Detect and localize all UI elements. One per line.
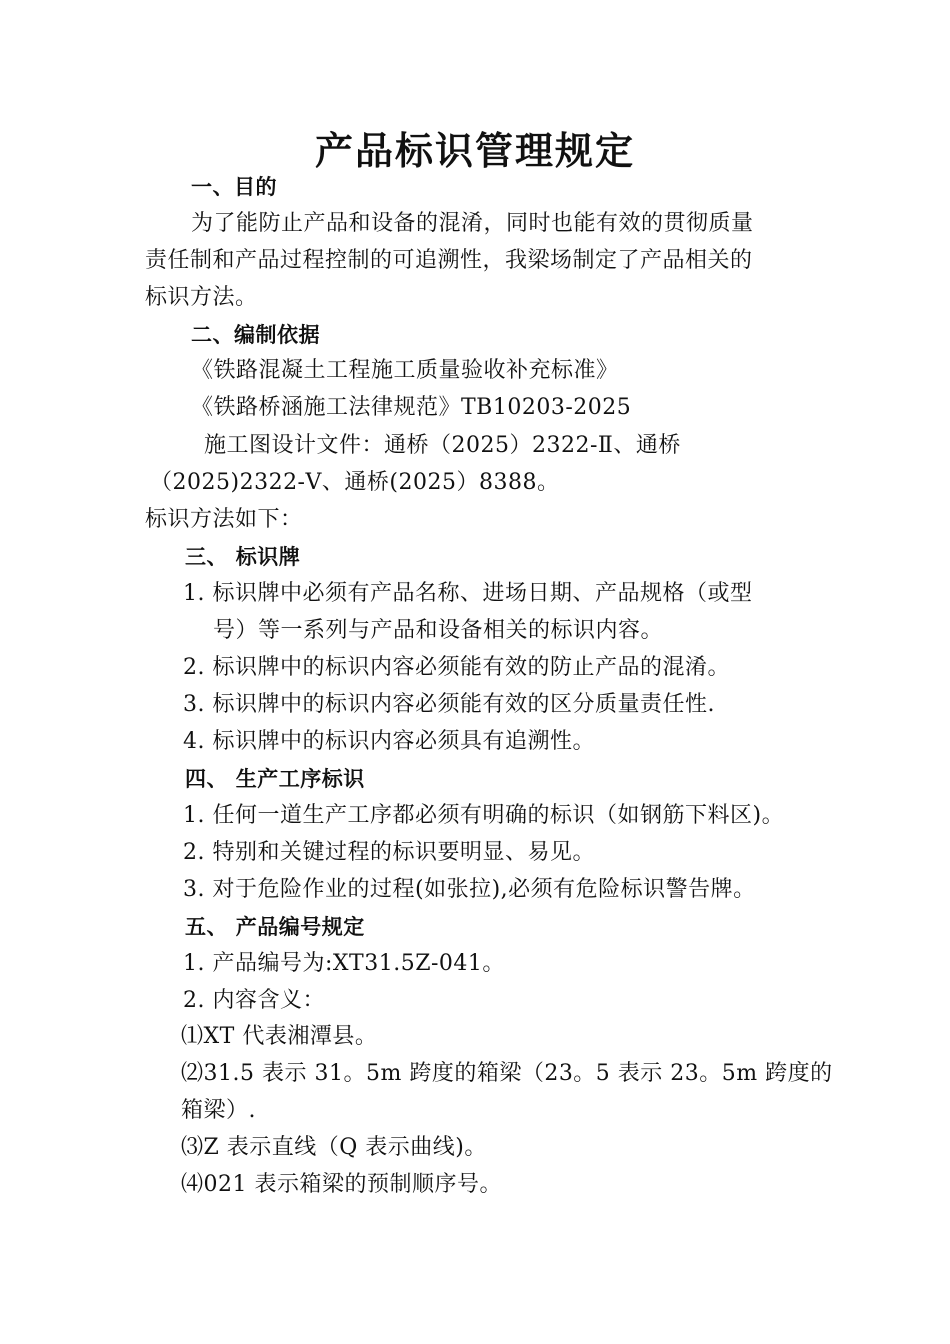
list-item: 1. 任何一道生产工序都必须有明确的标识（如钢筋下料区)。 bbox=[183, 803, 785, 828]
list-item: 2. 内容含义： bbox=[183, 988, 325, 1013]
reference-line: （2025)2322-Ⅴ、通桥(2025）8388。 bbox=[150, 470, 560, 495]
section-heading-basis: 二、编制依据 bbox=[191, 323, 320, 347]
reference-line: 施工图设计文件：通桥（2025）2322-Ⅱ、通桥 bbox=[204, 433, 681, 458]
list-item: 3. 标识牌中的标识内容必须能有效的区分质量责任性. bbox=[183, 692, 715, 717]
section-heading-purpose: 一、目的 bbox=[191, 175, 277, 199]
list-item: 4. 标识牌中的标识内容必须具有追溯性。 bbox=[183, 729, 595, 754]
reference-line: 《铁路混凝土工程施工质量验收补充标准》 bbox=[191, 358, 619, 383]
paragraph-line: 为了能防止产品和设备的混淆，同时也能有效的贯彻质量 bbox=[191, 211, 754, 236]
section-heading-process: 四、 生产工序标识 bbox=[185, 767, 365, 791]
list-item: 2. 标识牌中的标识内容必须能有效的防止产品的混淆。 bbox=[183, 655, 730, 680]
list-item: ⑵31.5 表示 31。5m 跨度的箱梁（23。5 表示 23。5m 跨度的 bbox=[181, 1061, 833, 1086]
list-item-continuation: 箱梁）. bbox=[181, 1098, 256, 1123]
list-item: 1. 产品编号为:XT31.5Z-041。 bbox=[183, 951, 505, 976]
page-title: 产品标识管理规定 bbox=[314, 129, 635, 173]
list-item: ⑷021 表示箱梁的预制顺序号。 bbox=[181, 1172, 502, 1197]
paragraph-line: 标识方法。 bbox=[145, 285, 258, 310]
list-item: 3. 对于危险作业的过程(如张拉),必须有危险标识警告牌。 bbox=[183, 877, 756, 902]
section-heading-numbering: 五、 产品编号规定 bbox=[185, 915, 365, 939]
reference-line: 《铁路桥涵施工法律规范》TB10203-2025 bbox=[191, 395, 632, 420]
paragraph-line: 标识方法如下： bbox=[145, 507, 303, 532]
list-item-continuation: 号）等一系列与产品和设备相关的标识内容。 bbox=[213, 618, 664, 643]
list-item: 1. 标识牌中必须有产品名称、进场日期、产品规格（或型 bbox=[183, 581, 753, 606]
section-heading-signboard: 三、 标识牌 bbox=[185, 545, 301, 569]
list-item: 2. 特别和关键过程的标识要明显、易见。 bbox=[183, 840, 595, 865]
list-item: ⑶Z 表示直线（Q 表示曲线)。 bbox=[181, 1135, 487, 1160]
paragraph-line: 责任制和产品过程控制的可追溯性，我梁场制定了产品相关的 bbox=[145, 248, 753, 273]
list-item: ⑴XT 代表湘潭县。 bbox=[181, 1024, 378, 1049]
